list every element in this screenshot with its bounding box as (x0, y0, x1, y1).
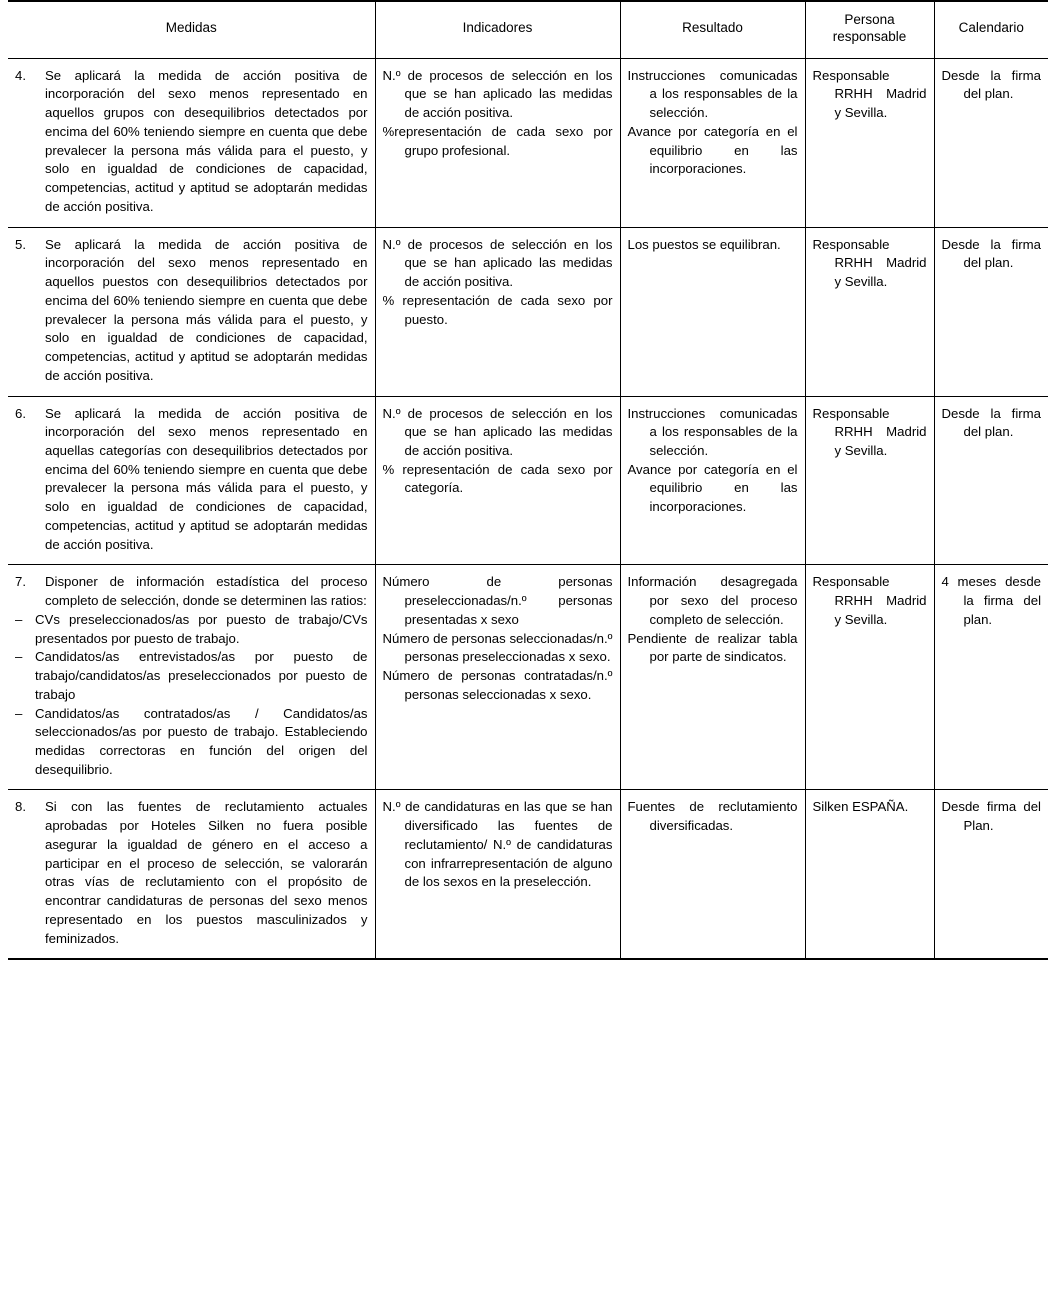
cell-resultado (620, 565, 805, 790)
schedule-text: Desde firma del Plan. (941, 799, 1041, 834)
measure-subitem (15, 611, 368, 648)
cell-calendario (934, 565, 1048, 790)
table-row (8, 565, 1048, 790)
cell-medida (8, 396, 375, 565)
measure-subitem-text: Candidatos/as contratados/as / Candidatos/as seleccionados/as por puesto de trabajo. Estableciendo medidas correctoras en función del origen del desequilibrio. (35, 705, 368, 777)
result-item: Pendiente de realizar tabla por parte de sindicatos. (627, 630, 798, 665)
cell-persona-responsable (805, 565, 934, 790)
persona-header-line1: Persona (844, 12, 895, 27)
measure-subitem-text: Candidatos/as entrevistados/as por puesto de trabajo/candidatos/as preseleccionados por puesto de trabajo (35, 649, 368, 702)
measure-body: Si con las fuentes de reclutamiento actuales aprobadas por Hoteles Silken no fuera posible asegurar la igualdad de género en el acceso a participar en el proceso de selección, se valorarán otras vías de reclutamiento con el propósito de encontrar candidaturas de personas del sexo menos representado en los puestos masculinizados y feminizados. (45, 799, 368, 946)
table-body (8, 58, 1048, 959)
indicator-item: N.º de procesos de selección en los que se han aplicado las medidas de acción positiva. (382, 405, 613, 458)
cell-resultado (620, 227, 805, 396)
measure-text (15, 573, 368, 610)
dash-marker: – (15, 705, 23, 721)
schedule-text: 4 meses desde la firma del plan. (941, 574, 1041, 627)
measure-number: 8. (15, 799, 26, 815)
measure-number: 7. (15, 574, 26, 590)
schedule-text: Desde la firma del plan. (941, 67, 1041, 102)
cell-indicadores (375, 565, 620, 790)
table-row (8, 396, 1048, 565)
cell-medida (8, 565, 375, 790)
table-row (8, 790, 1048, 959)
cell-calendario (934, 58, 1048, 227)
indicator-item: % representación de cada sexo por categoría. (382, 461, 613, 496)
result-item: Instrucciones comunicadas a los responsables de la selección. (627, 405, 798, 458)
measure-text (15, 405, 368, 555)
result-item: Los puestos se equilibran. (627, 236, 781, 252)
cell-medida (8, 790, 375, 959)
cell-medida (8, 227, 375, 396)
cell-indicadores (375, 58, 620, 227)
measure-body: Se aplicará la medida de acción positiva de incorporación del sexo menos representado en aquellos grupos con desequilibrios detectados por encima del 60% teniendo siempre en cuenta que debe prevalecer la persona más válida para el puesto, y solo en igualdad de condiciones de capacidad, competencias, actitud y aptitud se adoptarán medidas de acción positiva. (45, 67, 368, 214)
column-header-indicadores: Indicadores (375, 1, 620, 58)
cell-indicadores (375, 396, 620, 565)
result-item: Información desagregada por sexo del proceso completo de selección. (627, 574, 798, 627)
measure-body: Disponer de información estadística del proceso completo de selección, donde se determinen las ratios: (45, 574, 368, 609)
measure-number: 4. (15, 67, 26, 83)
cell-persona-responsable (805, 396, 934, 565)
indicator-item: N.º de procesos de selección en los que se han aplicado las medidas de acción positiva. (382, 67, 613, 121)
responsible-person: Silken ESPAÑA. (812, 799, 909, 815)
cell-calendario (934, 396, 1048, 565)
indicator-item: %representación de cada sexo por grupo profesional. (382, 123, 613, 158)
measure-subitem (15, 648, 368, 704)
cell-persona-responsable (805, 58, 934, 227)
cell-resultado (620, 58, 805, 227)
result-item: Fuentes de reclutamiento diversificadas. (627, 799, 798, 834)
indicator-item: N.º de procesos de selección en los que se han aplicado las medidas de acción positiva. (382, 236, 613, 290)
indicator-item: Número de personas preseleccionadas/n.º personas presentadas x sexo (382, 574, 613, 627)
table-row (8, 227, 1048, 396)
cell-resultado (620, 396, 805, 565)
measure-subitem (15, 705, 368, 780)
measure-body: Se aplicará la medida de acción positiva de incorporación del sexo menos representado en aquellas categorías con desequilibrios detectados por encima del 60% teniendo siempre en cuenta que debe prevalecer la persona más válida para el puesto, y solo en igualdad de condiciones de capacidad, competencias, actitud y aptitud se adoptarán medidas de acción positiva. (45, 405, 368, 552)
result-item: Avance por categoría en el equilibrio en las incorporaciones. (627, 123, 798, 177)
measures-table (8, 0, 1048, 960)
cell-persona-responsable (805, 227, 934, 396)
indicator-item: Número de personas contratadas/n.º personas seleccionadas x sexo. (382, 668, 613, 702)
cell-indicadores (375, 227, 620, 396)
measure-body: Se aplicará la medida de acción positiva de incorporación del sexo menos representado en aquellos puestos con desequilibrios detectados por encima del 60% teniendo siempre en cuenta que debe prevalecer la persona más válida para el puesto, y solo en igualdad de condiciones de capacidad, competencias, actitud y aptitud se adoptarán medidas de acción positiva. (45, 236, 368, 383)
measure-text (15, 67, 368, 217)
cell-medida (8, 58, 375, 227)
indicator-item: Número de personas seleccionadas/n.º personas preseleccionadas x sexo. (382, 630, 613, 665)
responsible-person: Responsable RRHH Madrid y Sevilla. (812, 574, 927, 627)
schedule-text: Desde la firma del plan. (941, 236, 1041, 271)
cell-calendario (934, 227, 1048, 396)
cell-calendario (934, 790, 1048, 959)
dash-marker: – (15, 611, 23, 627)
table-row (8, 58, 1048, 227)
responsible-person: Responsable RRHH Madrid y Sevilla. (812, 67, 927, 121)
measure-text (15, 798, 368, 948)
measure-text (15, 236, 368, 386)
responsible-person: Responsable RRHH Madrid y Sevilla. (812, 236, 927, 290)
indicator-item: N.º de candidaturas en las que se han diversificado las fuentes de reclutamiento/ N.º de candidaturas con infrarrepresentación de alguno de los sexos en la preselección. (382, 799, 613, 890)
result-item: Avance por categoría en el equilibrio en las incorporaciones. (627, 461, 798, 515)
result-item: Instrucciones comunicadas a los responsables de la selección. (627, 67, 798, 121)
persona-header-line2: responsable (832, 28, 907, 44)
measure-number: 6. (15, 405, 26, 421)
dash-marker: – (15, 649, 23, 665)
cell-persona-responsable (805, 790, 934, 959)
column-header-resultado: Resultado (620, 1, 805, 58)
measure-number: 5. (15, 236, 26, 252)
header-row (8, 1, 1048, 58)
table-header (8, 1, 1048, 58)
indicator-item: % representación de cada sexo por puesto. (382, 292, 613, 327)
column-header-calendario: Calendario (934, 1, 1048, 58)
cell-resultado (620, 790, 805, 959)
measure-subitem-text: CVs preseleccionados/as por puesto de trabajo/CVs presentados por puesto de trabajo. (35, 611, 368, 646)
responsible-person: Responsable RRHH Madrid y Sevilla. (812, 405, 927, 458)
column-header-persona-responsable (805, 1, 934, 58)
cell-indicadores (375, 790, 620, 959)
column-header-medidas: Medidas (8, 1, 375, 58)
schedule-text: Desde la firma del plan. (941, 405, 1041, 440)
